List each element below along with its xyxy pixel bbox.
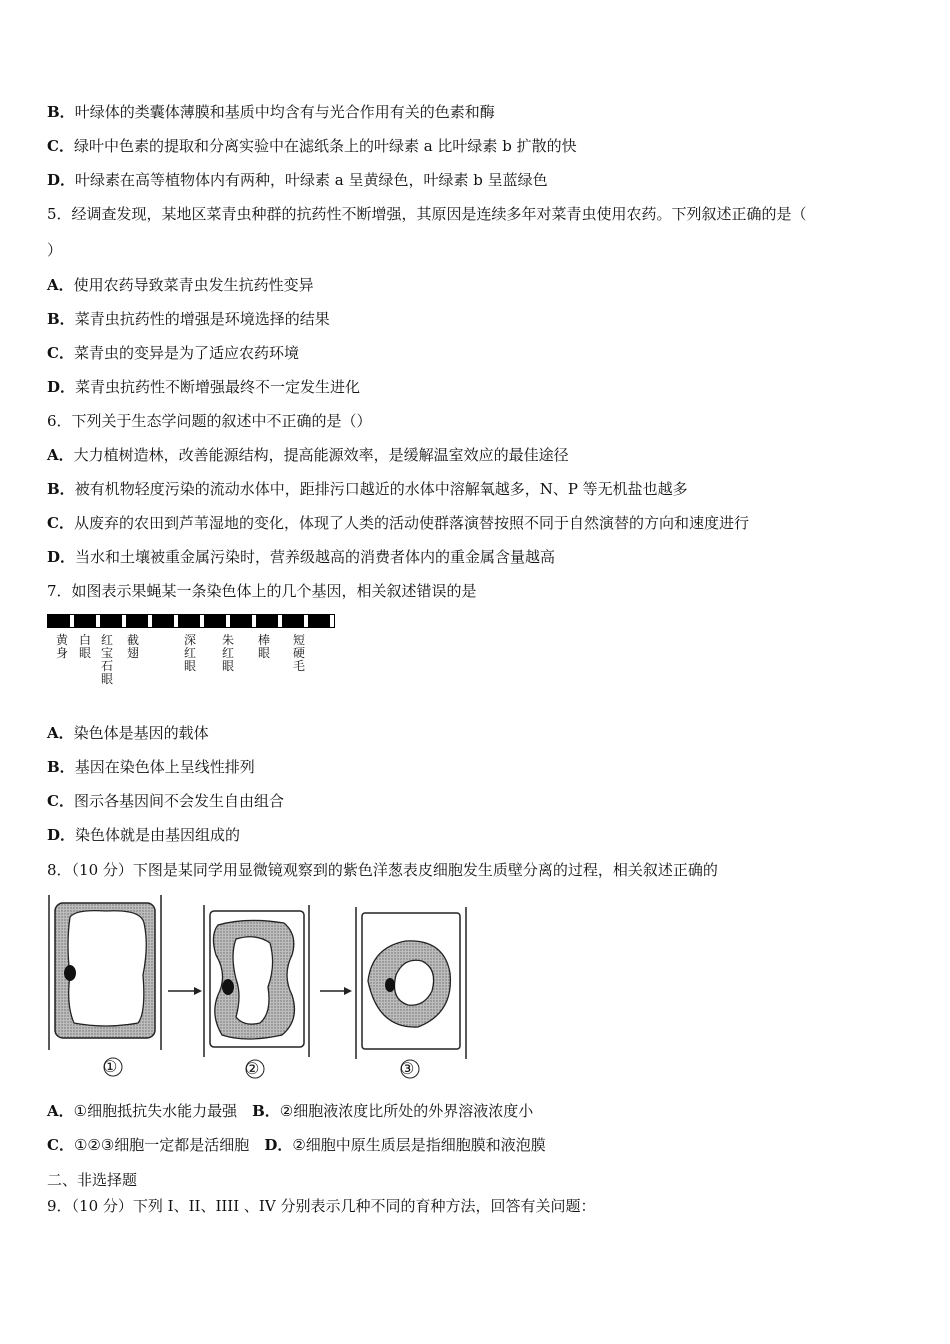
- option-d-q5: D．菜青虫抗药性不断增强最终不一定发生进化: [47, 378, 361, 396]
- option-a-q6: A．大力植树造林，改善能源结构，提高能源效率，是缓解温室效应的最佳途径: [47, 446, 569, 464]
- option-d-q7: D．染色体就是由基因组成的: [47, 826, 241, 844]
- option-c-q4: C．绿叶中色素的提取和分离实验中在滤纸条上的叶绿素 a 比叶绿素 b 扩散的快: [47, 137, 577, 155]
- section-heading: 二、非选择题: [47, 1171, 138, 1189]
- question-5: 5．经调查发现，某地区菜青虫种群的抗药性不断增强，其原因是连续多年对菜青虫使用农药。下列叙述正确的是（: [47, 205, 807, 223]
- cell-label-2: ②: [245, 1059, 260, 1078]
- question-6: 6．下列关于生态学问题的叙述中不正确的是（）: [47, 412, 372, 430]
- gene-label: 黄身: [55, 633, 68, 660]
- option-b-q7: B．基因在染色体上呈线性排列: [47, 758, 255, 776]
- question-5-cont: ）: [47, 241, 63, 259]
- gene-label: 红宝石眼: [100, 633, 113, 686]
- option-b-q4: B．叶绿体的类囊体薄膜和基质中均含有与光合作用有关的色素和酶: [47, 103, 495, 121]
- option-a-q7: A．染色体是基因的载体: [47, 724, 209, 742]
- cell-label-1: ①: [103, 1057, 118, 1076]
- gene-label: 棒眼: [257, 633, 270, 660]
- cell-1: [49, 895, 161, 1050]
- option-d-q4: D．叶绿素在高等植物体内有两种，叶绿素 a 呈黄绿色，叶绿素 b 呈蓝绿色: [47, 171, 548, 189]
- gene-label: 深红眼: [183, 633, 196, 673]
- gene-label: 短硬毛: [292, 633, 305, 673]
- option-c-q5: C．菜青虫的变异是为了适应农药环境: [47, 344, 299, 362]
- question-8: 8．（10 分）下图是某同学用显微镜观察到的紫色洋葱表皮细胞发生质壁分离的过程，相关叙述正确的: [47, 861, 718, 879]
- question-7: 7．如图表示果蝇某一条染色体上的几个基因，相关叙述错误的是: [47, 582, 477, 600]
- option-row-1-q8: A．①细胞抵抗失水能力最强 B．②细胞液浓度比所处的外界溶液浓度小: [47, 1102, 534, 1120]
- option-b-q5: B．菜青虫抗药性的增强是环境选择的结果: [47, 310, 330, 328]
- chromosome-figure: [47, 614, 337, 704]
- option-a-q5: A．使用农药导致菜青虫发生抗药性变异: [47, 276, 314, 294]
- gene-label: 截翅: [126, 633, 139, 660]
- chromosome-bar: [47, 614, 335, 628]
- gene-label: 朱红眼: [221, 633, 234, 673]
- question-9: 9．（10 分）下列 I、II、IIII 、IV 分别表示几种不同的育种方法，回答有关问题：: [47, 1197, 596, 1215]
- cell-3: [356, 907, 466, 1059]
- option-row-2-q8: C．①②③细胞一定都是活细胞 D．②细胞中原生质层是指细胞膜和液泡膜: [47, 1136, 546, 1154]
- option-d-q6: D．当水和土壤被重金属污染时，营养级越高的消费者体内的重金属含量越高: [47, 548, 556, 566]
- gene-label: 白眼: [78, 633, 91, 660]
- option-b-q6: B．被有机物轻度污染的流动水体中，距排污口越近的水体中溶解氧越多，N、P 等无机盐也越多: [47, 480, 688, 498]
- option-c-q6: C．从废弃的农田到芦苇湿地的变化，体现了人类的活动使群落演替按照不同于自然演替的方向和速度进行: [47, 514, 749, 532]
- option-c-q7: C．图示各基因间不会发生自由组合: [47, 792, 284, 810]
- cell-2: [204, 905, 309, 1057]
- cell-label-3: ③: [400, 1059, 415, 1078]
